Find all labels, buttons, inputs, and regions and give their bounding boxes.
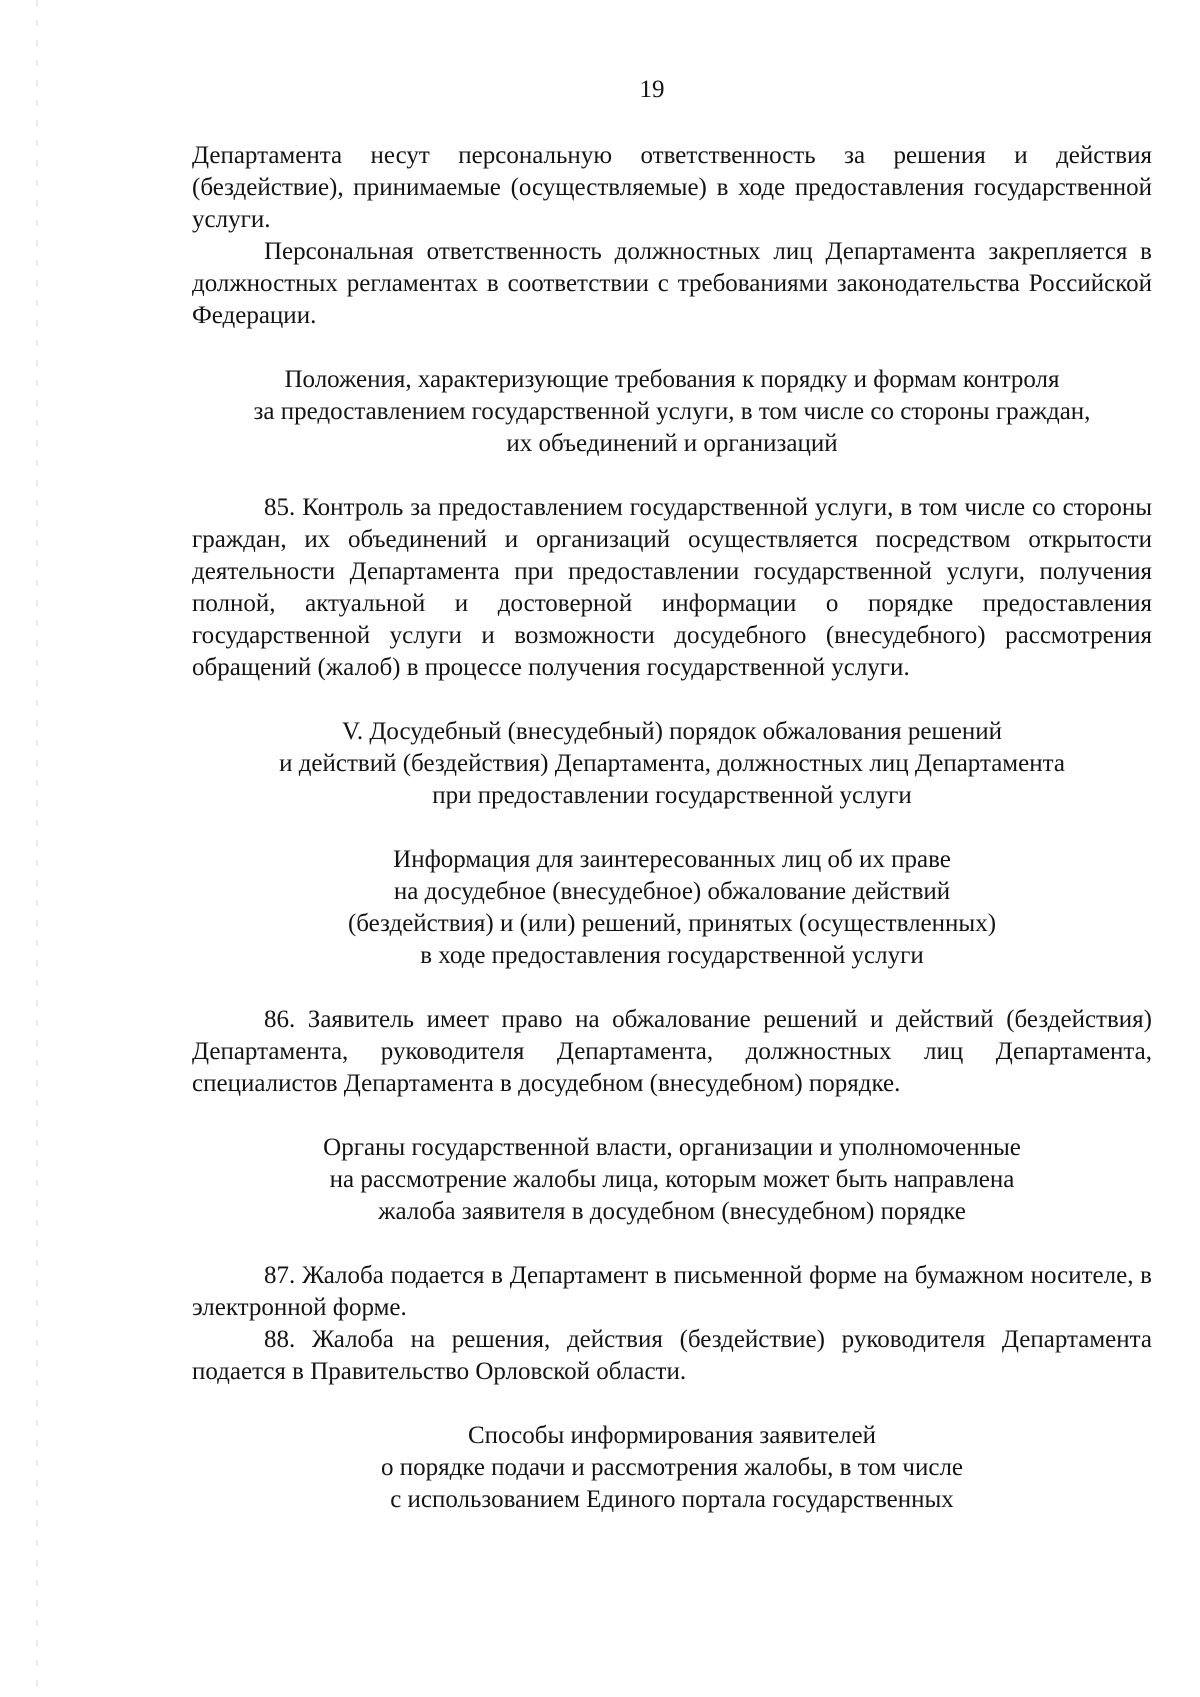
section-heading [192,716,1152,812]
heading-line: (бездействия) и (или) решений, принятых (осуществленных) [347,910,997,937]
block-spacer [192,332,1152,364]
heading-line: Способы информирования заявителей [467,1422,877,1449]
heading-line: V. Досудебный (внесудебный) порядок обжалования решений [342,718,1002,745]
block-spacer [192,1228,1152,1260]
document-body [192,140,1152,1516]
paragraph: 86. Заявитель имеет право на обжалование решений и действий (бездействия) Департамента, руководителя Департамента, должностных лиц Департамента, специалистов Департамента в досудебном (внесудебном) порядке. [192,1006,1152,1097]
block-spacer [192,1388,1152,1420]
heading-line: Положения, характеризующие требования к порядку и формам контроля [284,366,1060,393]
heading-line: на досудебное (внесудебное) обжалование действий [393,878,951,905]
heading-line: за предоставлением государственной услуги, в том числе со стороны граждан, [253,398,1091,425]
block-spacer [192,972,1152,1004]
heading-line: Информация для заинтересованных лиц об их праве [393,846,951,873]
heading-line: жалоба заявителя в досудебном (внесудебном) порядке [378,1198,966,1225]
paragraph: Департамента несут персональную ответственность за решения и действия (бездействие), принимаемые (осуществляемые) в ходе предоставления государственной услуги. [192,142,1152,233]
paragraph: 85. Контроль за предоставлением государственной услуги, в том числе со стороны граждан, их объединений и организаций осуществляется посредством открытости деятельности Департамента при предоставлении государственной услуги, получения полной, актуальной и достоверной информации о порядке предоставления государственной услуги и возможности досудебного (внесудебного) рассмотрения обращений (жалоб) в процессе получения государственной услуги. [192,494,1152,681]
section-heading [192,1132,1152,1228]
heading-line: на рассмотрение жалобы лица, которым может быть направлена [329,1166,1015,1193]
section-heading [192,364,1152,460]
heading-line: при предоставлении государственной услуги [432,782,912,809]
block-spacer [192,684,1152,716]
section-heading [192,1420,1152,1516]
heading-line: и действий (бездействия) Департамента, должностных лиц Департамента [279,750,1065,777]
heading-line: в ходе предоставления государственной услуги [420,942,924,969]
heading-line: Органы государственной власти, организации и уполномоченные [323,1134,1021,1161]
section-heading [192,844,1152,972]
heading-line: о порядке подачи и рассмотрения жалобы, в том числе [380,1454,964,1481]
paragraph: Персональная ответственность должностных лиц Департамента закрепляется в должностных регламентах в соответствии с требованиями законодательства Российской Федерации. [192,238,1152,329]
block-spacer [192,460,1152,492]
paragraph: 88. Жалоба на решения, действия (бездействие) руководителя Департамента подается в Правительство Орловской области. [192,1326,1152,1385]
page-number: 19 [639,76,665,103]
scan-edge-marks [36,0,38,1697]
block-spacer [192,1100,1152,1132]
block-spacer [192,812,1152,844]
heading-line: их объединений и организаций [506,430,838,457]
paragraph: 87. Жалоба подается в Департамент в письменной форме на бумажном носителе, в электронной форме. [192,1262,1152,1321]
heading-line: с использованием Единого портала государственных [390,1486,954,1513]
